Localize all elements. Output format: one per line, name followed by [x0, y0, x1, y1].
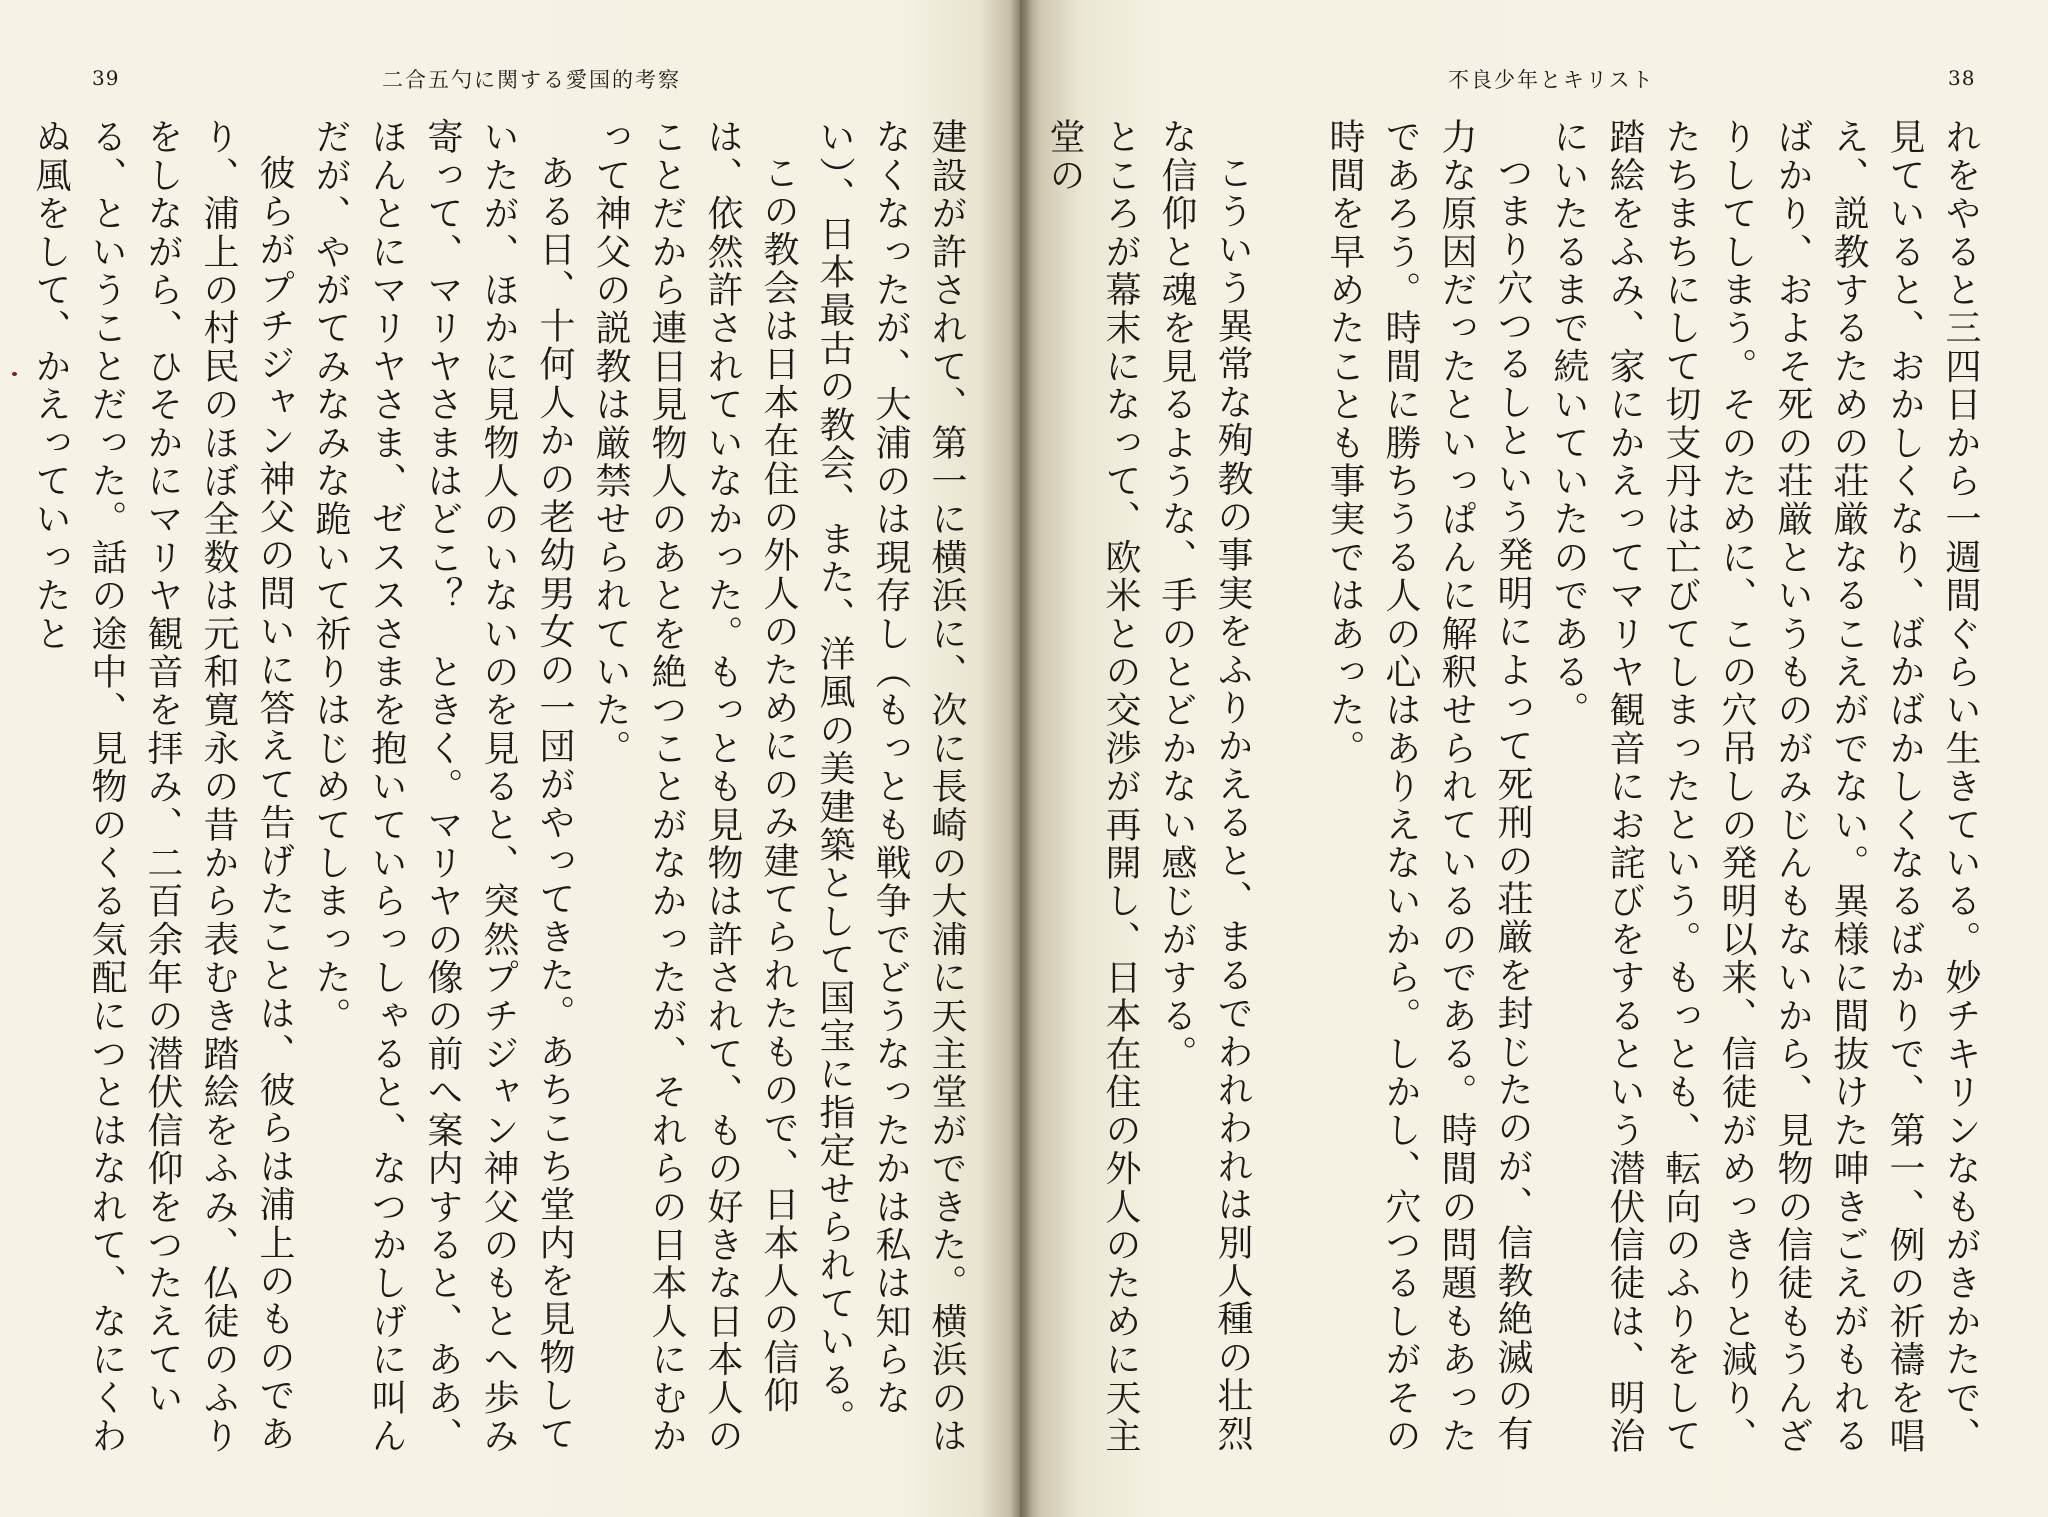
right-body-text: [1044, 118, 1988, 1458]
left-running-head: 二合五勺に関する愛国的考察: [382, 68, 681, 92]
left-paragraph-3: ある日、十何人かの老幼男女の一団がやってきた。あちこち堂内を見物していたが、ほかに見物人のいないのを見ると、突然プチジャン神父のもとへ歩み寄って、マリヤさまはどこ？ ときく。マリヤの像の前へ案内すると、ああ、ほんとにマリヤさま、ゼススさまを抱いていらっしゃると、なつかしげに叫んだが、やがてみなみな跪いて祈りはじめてしまった。: [310, 118, 575, 1455]
right-paragraph-4: ところが幕末になって、欧米との交渉が再開し、日本在住の外人のために天主堂の: [1044, 118, 1141, 1455]
left-page: [0, 0, 1020, 1517]
right-blank-line: [1260, 118, 1316, 1458]
right-paragraph-1: れをやると三四日から一週間ぐらい生きている。妙チキリンなもがきかたで、見ていると、おかしくなり、ばかばかしくなるばかりで、第一、例の祈禱を唱え、説教するための荘厳なるこえがでない。異様に間抜けた呻きごえがもれるばかり、およそ死の荘厳というものがみじんもないから、見物の信徒もうんざりしてしまう。そのために、この穴吊しの発明以来、信徒がめっきりと減り、たちまちにして切支丹は亡びてしまったという。もっとも、転向のふりをして踏絵をふみ、家にかえってマリヤ観音にお詫びをするという潜伏信徒は、明治にいたるまで続いていたのである。: [1548, 118, 1981, 1455]
left-page-number: 39: [92, 66, 120, 90]
paper-speck: [12, 372, 17, 376]
right-page: [1020, 0, 2048, 1517]
right-paragraph-3: こういう異常な殉教の事実をふりかえると、まるでわれわれは別人種の壮烈な信仰と魂を見るような、手のとどかない感じがする。: [1156, 118, 1253, 1453]
right-running-head: 不良少年とキリスト: [1448, 68, 1655, 92]
right-paragraph-2: つまり穴つるしという発明によって死刑の荘厳を封じたのが、信教絶滅の有力な原因だったといっぱんに解釈せられているのである。時間の問題もあったであろう。時間に勝ちうる人の心はありえないから。しかし、穴つるしがその時間を早めたことも事実ではあった。: [1324, 118, 1533, 1455]
book-gutter-shadow: [1010, 0, 1032, 1517]
right-page-number: 38: [1948, 66, 1976, 90]
left-paragraph-4: 彼らがプチジャン神父の問いに答えて告げたことは、彼らは浦上のものであり、浦上の村民のほぼ全数は元和寛永の昔から表むき踏絵をふみ、仏徒のふりをしながら、ひそかにマリヤ観音を拝み、二百余年の潜伏信仰をつたえている、ということだった。話の途中、見物のくる気配につとはなれて、なにくわぬ風をして、かえっていったと: [30, 118, 295, 1455]
left-paragraph-2: この教会は日本在住の外人のためにのみ建てられたもので、日本人の信仰は、依然許されていなかった。もっとも見物は許されて、もの好きな日本人のことだから連日見物人のあとを絶つことがなかったが、それらの日本人にむかって神父の説教は厳禁せられていた。: [590, 118, 799, 1455]
left-paragraph-1: 建設が許されて、第一に横浜に、次に長崎の大浦に天主堂ができた。横浜のはなくなったが、大浦のは現存し（もっとも戦争でどうなったかは私は知らない）、日本最古の教会、また、洋風の美建築として国宝に指定せられている。: [814, 118, 967, 1455]
left-body-text: [30, 118, 974, 1458]
